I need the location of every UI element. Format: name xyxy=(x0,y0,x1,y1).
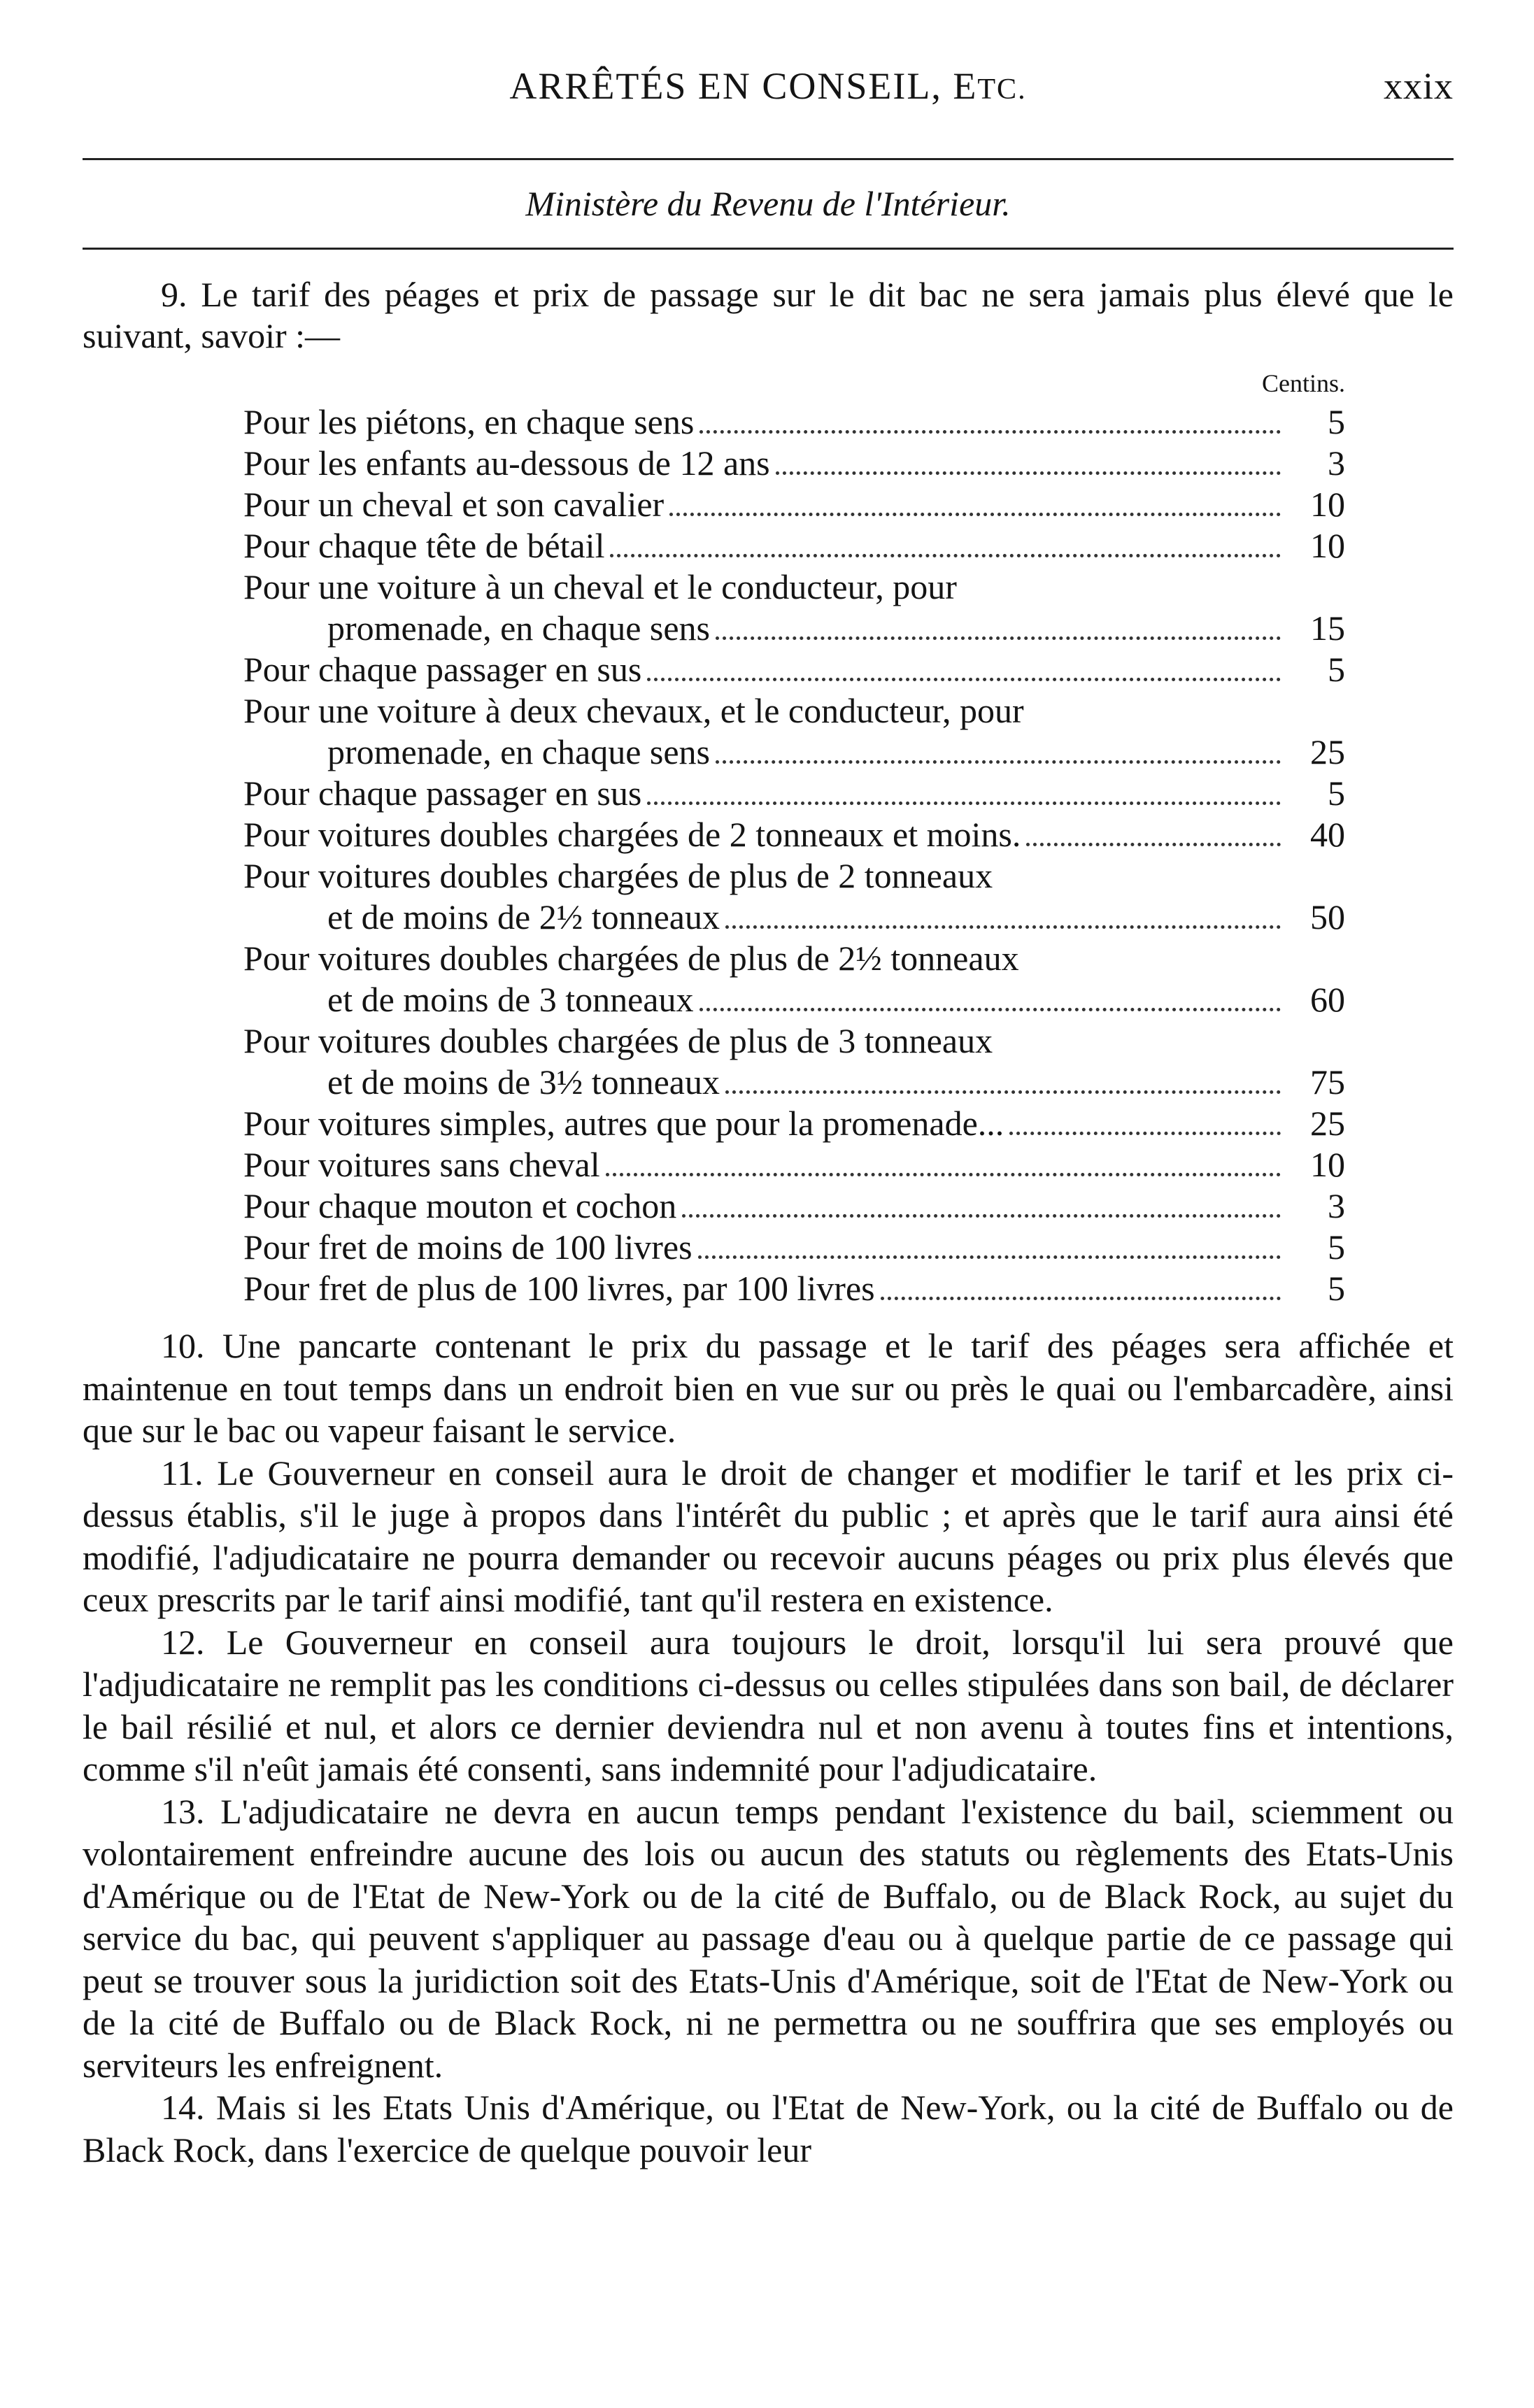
dot-leader xyxy=(682,1214,1281,1218)
page-body xyxy=(83,274,1454,2171)
paragraph-14: 14. Mais si les Etats Unis d'Amérique, ou l'Etat de New-York, ou la cité de Buffalo ou de Black Rock, dans l'exercice de quelque pouvoir leur xyxy=(83,2088,1454,2170)
tariff-row-value: 10 xyxy=(1310,1145,1345,1184)
tariff-row-label: Pour une voiture à un cheval et le conducteur, pour xyxy=(243,567,957,606)
tariff-row-value: 3 xyxy=(1328,443,1345,483)
tariff-row xyxy=(243,1227,1345,1268)
dot-leader xyxy=(699,1008,1281,1011)
tariff-row-value: 75 xyxy=(1310,1062,1345,1102)
tariff-row-value: 5 xyxy=(1328,774,1345,813)
tariff-row-value: 40 xyxy=(1310,815,1345,854)
tariff-row-value: 10 xyxy=(1310,526,1345,565)
paragraphs xyxy=(83,1325,1454,2171)
tariff-row-label: Pour voitures doubles chargées de plus de 2 tonneaux xyxy=(243,856,993,895)
dot-leader xyxy=(1009,1132,1281,1135)
tariff-row-label: Pour chaque passager en sus xyxy=(243,650,642,689)
tariff-row-value: 5 xyxy=(1328,1269,1345,1308)
dot-leader xyxy=(881,1297,1281,1300)
tariff-row xyxy=(243,938,1345,1020)
tariff-row xyxy=(243,1020,1345,1103)
tariff-row-label-continued: et de moins de 3½ tonneaux xyxy=(327,1062,720,1102)
tariff-table xyxy=(243,365,1345,1309)
tariff-row-label: Pour chaque mouton et cochon xyxy=(243,1186,677,1225)
tariff-row xyxy=(243,855,1345,938)
dot-leader xyxy=(610,554,1281,557)
section-subhead: Ministère du Revenu de l'Intérieur. xyxy=(525,184,1011,223)
tariff-row-label: Pour voitures doubles chargées de 2 tonneaux et moins. xyxy=(243,815,1021,854)
tariff-row-label: Pour voitures doubles chargées de plus de 2½ tonneaux xyxy=(243,939,1019,978)
tariff-row-label: Pour fret de moins de 100 livres xyxy=(243,1227,693,1267)
tariff-row-value: 5 xyxy=(1328,402,1345,441)
tariff-row xyxy=(243,773,1345,814)
tariff-row-label: Pour les enfants au-dessous de 12 ans xyxy=(243,443,770,483)
tariff-row xyxy=(243,649,1345,690)
tariff-row xyxy=(243,814,1345,855)
running-head xyxy=(83,64,1454,113)
running-title: ARRÊTÉS EN CONSEIL, ETC. xyxy=(509,65,1027,107)
paragraph-13: 13. L'adjudicataire ne devra en aucun temps pendant l'existence du bail, sciemment ou volontairement enfreindre aucune des lois ou aucun des statuts ou règlements des Etats-Unis d'Amérique ou de l'Etat de New-York ou de la cité de Buffalo, ou de Black Rock, au sujet du service du bac, qui peuvent s'appliquer au passage d'eau ou à quelque partie de ce passage qui peut se trouver sous la juridiction soit des Etats-Unis d'Amérique, soit de l'Etat de New-York ou de la cité de Buffalo ou de Black Rock, ni ne permettra ou ne souffrira que ses employés ou serviteurs les enfreignent. xyxy=(83,1791,1454,2085)
tariff-row xyxy=(243,525,1345,567)
tariff-row-value: 25 xyxy=(1310,1104,1345,1143)
header-rule-top xyxy=(83,158,1454,160)
tariff-row xyxy=(243,567,1345,649)
dot-leader xyxy=(699,430,1281,434)
dot-leader xyxy=(716,636,1281,640)
tariff-row-value: 5 xyxy=(1328,650,1345,689)
paragraph-12: 12. Le Gouverneur en conseil aura toujours le droit, lorsqu'il lui sera prouvé que l'adjudicataire ne remplit pas les conditions ci-dessus ou celles stipulées dans son bail, de déclarer le bail résilié et nul, et alors ce dernier deviendra nul et non avenu à toutes fins et intentions, comme s'il n'eût jamais été consenti, sans indemnité pour l'adjudicataire. xyxy=(83,1622,1454,1788)
tariff-row xyxy=(243,484,1345,525)
dot-leader xyxy=(725,1090,1281,1094)
tariff-unit-label: Centins. xyxy=(1261,369,1345,397)
tariff-row-value: 5 xyxy=(1328,1227,1345,1267)
dot-leader xyxy=(725,925,1281,929)
tariff-row xyxy=(243,1144,1345,1185)
tariff-row-value: 25 xyxy=(1310,732,1345,771)
tariff-row xyxy=(243,401,1345,443)
paragraph-11: 11. Le Gouverneur en conseil aura le droit de changer et modifier le tarif et les prix ci-dessus établis, s'il le juge à propos dans l'intérêt du public ; et après que le tarif aura ainsi été modifié, l'adjudicataire ne pourra demander ou recevoir aucuns péages ou prix plus élevés que ceux prescrits par le tarif ainsi modifié, tant qu'il restera en existence. xyxy=(83,1453,1454,1619)
page-number: xxix xyxy=(1383,65,1454,107)
tariff-row-label: Pour voitures simples, autres que pour la promenade... xyxy=(243,1104,1004,1143)
tariff-row-label-continued: et de moins de 3 tonneaux xyxy=(327,980,694,1019)
tariff-row xyxy=(243,1103,1345,1144)
tariff-row-label-continued: et de moins de 2½ tonneaux xyxy=(327,897,720,936)
dot-leader xyxy=(647,802,1281,805)
tariff-row xyxy=(243,690,1345,773)
header-rule-bottom xyxy=(83,248,1454,250)
dot-leader xyxy=(776,471,1281,475)
dot-leader xyxy=(716,760,1281,764)
paragraph-10: 10. Une pancarte contenant le prix du passage et le tarif des péages sera affichée et maintenue en tout temps dans un endroit bien en vue sur ou près le quai ou l'embarcadère, ainsi que sur le bac ou vapeur faisant le service. xyxy=(83,1326,1454,1450)
tariff-row-label: Pour les piétons, en chaque sens xyxy=(243,402,695,441)
paragraph-9: 9. Le tarif des péages et prix de passage sur le dit bac ne sera jamais plus élevé que le suivant, savoir :— xyxy=(83,275,1454,355)
tariff-row-label: Pour un cheval et son cavalier xyxy=(243,485,665,524)
dot-leader xyxy=(647,678,1281,681)
tariff-row-value: 10 xyxy=(1310,485,1345,524)
tariff-row xyxy=(243,443,1345,484)
tariff-row-label: Pour chaque tête de bétail xyxy=(243,526,605,565)
tariff-row-value: 60 xyxy=(1310,980,1345,1019)
tariff-row-value: 3 xyxy=(1328,1186,1345,1225)
tariff-row-value: 15 xyxy=(1310,608,1345,648)
tariff-row-label: Pour chaque passager en sus xyxy=(243,774,642,813)
tariff-row-label-continued: promenade, en chaque sens xyxy=(327,732,710,771)
dot-leader xyxy=(1026,843,1281,846)
dot-leader xyxy=(606,1173,1281,1176)
dot-leader xyxy=(669,513,1281,516)
tariff-row-label: Pour une voiture à deux chevaux, et le conducteur, pour xyxy=(243,691,1024,730)
tariff-row-label: Pour fret de plus de 100 livres, par 100 livres xyxy=(243,1269,875,1308)
tariff-row-value: 50 xyxy=(1310,897,1345,936)
tariff-row xyxy=(243,1185,1345,1227)
tariff-row xyxy=(243,1268,1345,1309)
tariff-row-label: Pour voitures sans cheval xyxy=(243,1145,600,1184)
tariff-row-label: Pour voitures doubles chargées de plus de 3 tonneaux xyxy=(243,1021,993,1060)
tariff-row-label-continued: promenade, en chaque sens xyxy=(327,608,710,648)
dot-leader xyxy=(698,1255,1281,1259)
